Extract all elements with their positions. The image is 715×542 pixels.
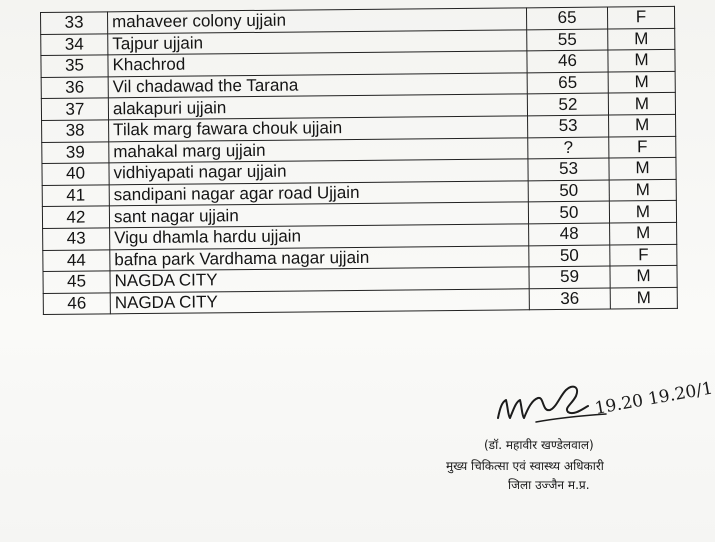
address-cell: mahakal marg ujjain: [109, 137, 528, 163]
sex-cell: F: [607, 6, 674, 28]
age-cell: 36: [529, 288, 610, 310]
address-cell: mahaveer colony ujjain: [108, 8, 527, 34]
serial-number-cell: 44: [43, 249, 110, 271]
age-cell: 65: [527, 72, 608, 94]
sex-cell: M: [608, 28, 675, 50]
sex-cell: M: [609, 179, 676, 201]
sex-cell: M: [609, 201, 676, 223]
age-cell: 53: [528, 115, 609, 137]
age-cell: 53: [528, 158, 609, 180]
address-cell: vidhiyapati nagar ujjain: [109, 159, 528, 185]
address-cell: sant nagar ujjain: [109, 202, 528, 228]
sex-cell: M: [608, 93, 675, 115]
officer-designation: मुख्य चिकित्सा एवं स्वास्थ्य अधिकारी: [446, 459, 604, 473]
serial-number-cell: 36: [41, 77, 108, 99]
serial-number-cell: 37: [41, 98, 108, 120]
signature-date-text: 19.20 19.20/1: [593, 378, 715, 419]
serial-number-cell: 38: [42, 120, 109, 142]
serial-number-cell: 35: [41, 55, 108, 77]
address-cell: NAGDA CITY: [110, 267, 529, 293]
address-cell: sandipani nagar agar road Ujjain: [109, 181, 528, 207]
sex-cell: M: [608, 50, 675, 72]
serial-number-cell: 42: [42, 206, 109, 228]
serial-number-cell: 43: [43, 228, 110, 250]
officer-name: (डॉ. महावीर खण्डेलवाल): [484, 438, 594, 452]
age-cell: 50: [528, 201, 609, 223]
sex-cell: M: [610, 266, 677, 288]
address-cell: Khachrod: [108, 51, 527, 77]
serial-number-cell: 33: [41, 12, 108, 34]
officer-office: जिला उज्जैन म.प्र.: [508, 478, 590, 492]
patient-table: [40, 6, 678, 315]
sex-cell: M: [609, 114, 676, 136]
age-cell: 50: [529, 245, 610, 267]
serial-number-cell: 39: [42, 141, 109, 163]
age-cell: ?: [528, 137, 609, 159]
age-cell: 48: [529, 223, 610, 245]
sex-cell: M: [610, 222, 677, 244]
age-cell: 59: [529, 266, 610, 288]
sex-cell: M: [610, 287, 677, 309]
serial-number-cell: 40: [42, 163, 109, 185]
address-cell: NAGDA CITY: [110, 289, 529, 315]
handwritten-signature: [488, 378, 715, 438]
signature-stroke: [498, 387, 588, 418]
age-cell: 50: [528, 180, 609, 202]
address-cell: bafna park Vardhama nagar ujjain: [110, 245, 529, 271]
patient-table-body: [41, 6, 678, 314]
serial-number-cell: 45: [43, 271, 110, 293]
sex-cell: M: [609, 158, 676, 180]
sex-cell: M: [608, 71, 675, 93]
address-cell: Tilak marg fawara chouk ujjain: [109, 116, 528, 142]
age-cell: 65: [526, 7, 607, 29]
serial-number-cell: 34: [41, 33, 108, 55]
sex-cell: F: [610, 244, 677, 266]
address-cell: alakapuri ujjain: [108, 94, 527, 120]
address-cell: Tajpur ujjain: [108, 29, 527, 55]
address-cell: Vil chadawad the Tarana: [108, 73, 527, 99]
serial-number-cell: 46: [43, 293, 110, 315]
serial-number-cell: 41: [42, 185, 109, 207]
sex-cell: F: [609, 136, 676, 158]
age-cell: 46: [527, 50, 608, 72]
age-cell: 55: [527, 29, 608, 51]
age-cell: 52: [527, 93, 608, 115]
address-cell: Vigu dhamla hardu ujjain: [110, 224, 529, 250]
